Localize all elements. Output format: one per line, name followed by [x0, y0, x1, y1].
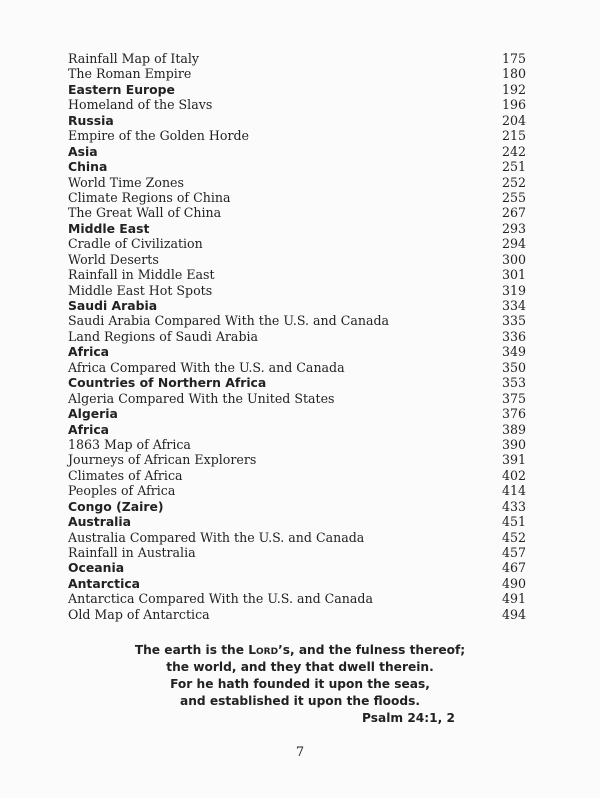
toc-entry — [68, 252, 526, 267]
toc-entry — [68, 267, 526, 282]
toc-entry-page: 490 — [501, 575, 526, 591]
toc-entry-page: 196 — [501, 97, 526, 113]
toc-entry — [68, 437, 526, 452]
toc-entry-title: Middle East — [68, 220, 150, 236]
toc-entry-page: 376 — [501, 406, 526, 422]
toc-entry-title: Climates of Africa — [68, 467, 183, 483]
toc-section-heading — [68, 144, 526, 159]
toc-entry-title: Rainfall in Middle East — [68, 267, 215, 283]
toc-entry-title: Saudi Arabia — [68, 298, 158, 313]
toc-entry-title: Africa — [68, 344, 110, 360]
toc-entry — [68, 283, 526, 298]
toc-entry-title: China — [68, 159, 108, 175]
toc-entry-title: Countries of Northern Africa — [68, 375, 267, 391]
toc-entry-title: Cradle of Civilization — [68, 236, 203, 252]
toc-entry-page: 255 — [501, 189, 526, 205]
toc-entry — [68, 205, 526, 220]
toc-entry-page: 180 — [501, 66, 526, 82]
page-number: 7 — [295, 745, 305, 760]
toc-entry-page: 215 — [501, 128, 526, 144]
toc-entry-title: Rainfall in Australia — [68, 545, 196, 560]
toc-entry-title: The Great Wall of China — [68, 205, 222, 221]
toc-entry — [68, 545, 526, 560]
toc-entry-title: Climate Regions of China — [68, 189, 231, 205]
toc-section-heading — [68, 159, 526, 174]
toc-entry-page: 349 — [501, 344, 526, 360]
toc-entry-page: 375 — [501, 390, 526, 406]
toc-entry — [68, 607, 526, 622]
toc-section-heading — [68, 406, 526, 421]
toc-entry-title: Antarctica — [68, 575, 141, 591]
toc-entry-page: 390 — [501, 436, 526, 452]
toc-entry — [68, 360, 526, 375]
toc-entry-title: Land Regions of Saudi Arabia — [68, 328, 259, 344]
toc-entry — [68, 391, 526, 406]
toc-section-heading — [68, 375, 526, 390]
toc-entry-title: Algeria — [68, 406, 118, 422]
toc-entry-title: Antarctica Compared With the U.S. and Canada — [68, 591, 373, 607]
toc-entry-title: Russia — [68, 112, 114, 128]
toc-entry-page: 252 — [501, 174, 526, 190]
toc-entry-page: 353 — [501, 375, 526, 391]
toc-section-heading — [68, 499, 526, 514]
toc-entry-page: 491 — [501, 591, 526, 607]
toc-entry-page: 294 — [501, 236, 526, 252]
toc-entry — [68, 175, 526, 190]
toc-entry-page: 451 — [501, 514, 526, 530]
toc-entry — [68, 66, 526, 81]
toc-entry-page: 267 — [501, 205, 526, 221]
toc-entry-page: 242 — [501, 143, 526, 159]
toc-entry — [68, 236, 526, 251]
toc-entry — [68, 313, 526, 328]
toc-entry-title: Congo (Zaire) — [68, 498, 164, 514]
toc-entry — [68, 97, 526, 112]
toc-entry-page: 192 — [501, 81, 526, 97]
toc-section-heading — [68, 82, 526, 97]
toc-entry-page: 433 — [501, 498, 526, 514]
toc-entry-title: Australia Compared With the U.S. and Canada — [68, 529, 365, 545]
toc-entry-title: Eastern Europe — [68, 81, 175, 97]
toc-section-heading — [68, 344, 526, 359]
toc-entry-title: Empire of the Golden Horde — [68, 128, 249, 144]
verse-line-2: the world, and they that dwell therein. — [166, 660, 434, 674]
toc-entry — [68, 591, 526, 606]
toc-entry — [68, 329, 526, 344]
toc-entry-page: 335 — [501, 313, 526, 329]
toc-entry-page: 389 — [501, 421, 526, 437]
toc-entry-page: 414 — [501, 483, 526, 499]
lord-smallcaps: Lord — [248, 643, 279, 657]
toc-entry-page: 204 — [501, 112, 526, 128]
toc-entry-title: Middle East Hot Spots — [68, 282, 213, 298]
toc-entry-title: Oceania — [68, 560, 125, 576]
toc-section-heading — [68, 113, 526, 128]
toc-entry — [68, 190, 526, 205]
scripture-verse — [100, 642, 500, 710]
toc-entry-title: Saudi Arabia Compared With the U.S. and Canada — [68, 313, 390, 329]
toc-entry-title: World Time Zones — [68, 174, 184, 190]
toc-entry-page: 402 — [501, 467, 526, 483]
toc-entry — [68, 452, 526, 467]
toc-entry-title: Australia — [68, 514, 132, 530]
toc-entry-title: 1863 Map of Africa — [68, 436, 191, 452]
toc-entry — [68, 530, 526, 545]
toc-entry-page: 452 — [501, 529, 526, 545]
toc-entry — [68, 468, 526, 483]
table-of-contents — [68, 51, 526, 622]
toc-entry-page: 336 — [501, 328, 526, 344]
toc-entry-title: World Deserts — [68, 251, 159, 267]
toc-entry — [68, 51, 526, 66]
verse-citation: Psalm 24:1, 2 — [362, 711, 455, 725]
toc-entry-title: Peoples of Africa — [68, 483, 176, 499]
toc-entry-title: Algeria Compared With the United States — [68, 390, 335, 406]
toc-entry-title: Journeys of African Explorers — [68, 452, 257, 468]
toc-section-heading — [68, 298, 526, 313]
toc-section-heading — [68, 576, 526, 591]
toc-entry-title: Homeland of the Slavs — [68, 97, 213, 113]
toc-entry-title: Africa Compared With the U.S. and Canada — [68, 359, 345, 375]
toc-section-heading — [68, 422, 526, 437]
verse-line-4: and established it upon the floods. — [179, 694, 421, 708]
toc-entry-page: 334 — [501, 298, 526, 313]
toc-entry-title: The Roman Empire — [68, 66, 192, 82]
toc-section-heading — [68, 514, 526, 529]
toc-entry-title: Old Map of Antarctica — [68, 606, 210, 622]
verse-line-1: The earth is the Lord’s, and the fulness thereof; — [134, 643, 466, 657]
toc-entry-page: 319 — [501, 282, 526, 298]
toc-entry-page: 293 — [501, 220, 526, 236]
toc-entry-page: 467 — [501, 560, 526, 576]
toc-entry-title: Rainfall Map of Italy — [68, 51, 200, 66]
toc-section-heading — [68, 221, 526, 236]
toc-entry-title: Asia — [68, 143, 98, 159]
toc-entry-page: 457 — [501, 545, 526, 560]
toc-entry — [68, 128, 526, 143]
toc-entry — [68, 483, 526, 498]
toc-entry-page: 391 — [501, 452, 526, 468]
toc-section-heading — [68, 560, 526, 575]
toc-entry-page: 251 — [501, 159, 526, 175]
toc-entry-page: 175 — [501, 51, 526, 66]
toc-entry-page: 350 — [501, 359, 526, 375]
toc-entry-title: Africa — [68, 421, 110, 437]
toc-entry-page: 301 — [501, 267, 526, 283]
toc-entry-page: 494 — [501, 606, 526, 622]
verse-line-3: For he hath founded it upon the seas, — [170, 677, 430, 691]
toc-entry-page: 300 — [501, 251, 526, 267]
